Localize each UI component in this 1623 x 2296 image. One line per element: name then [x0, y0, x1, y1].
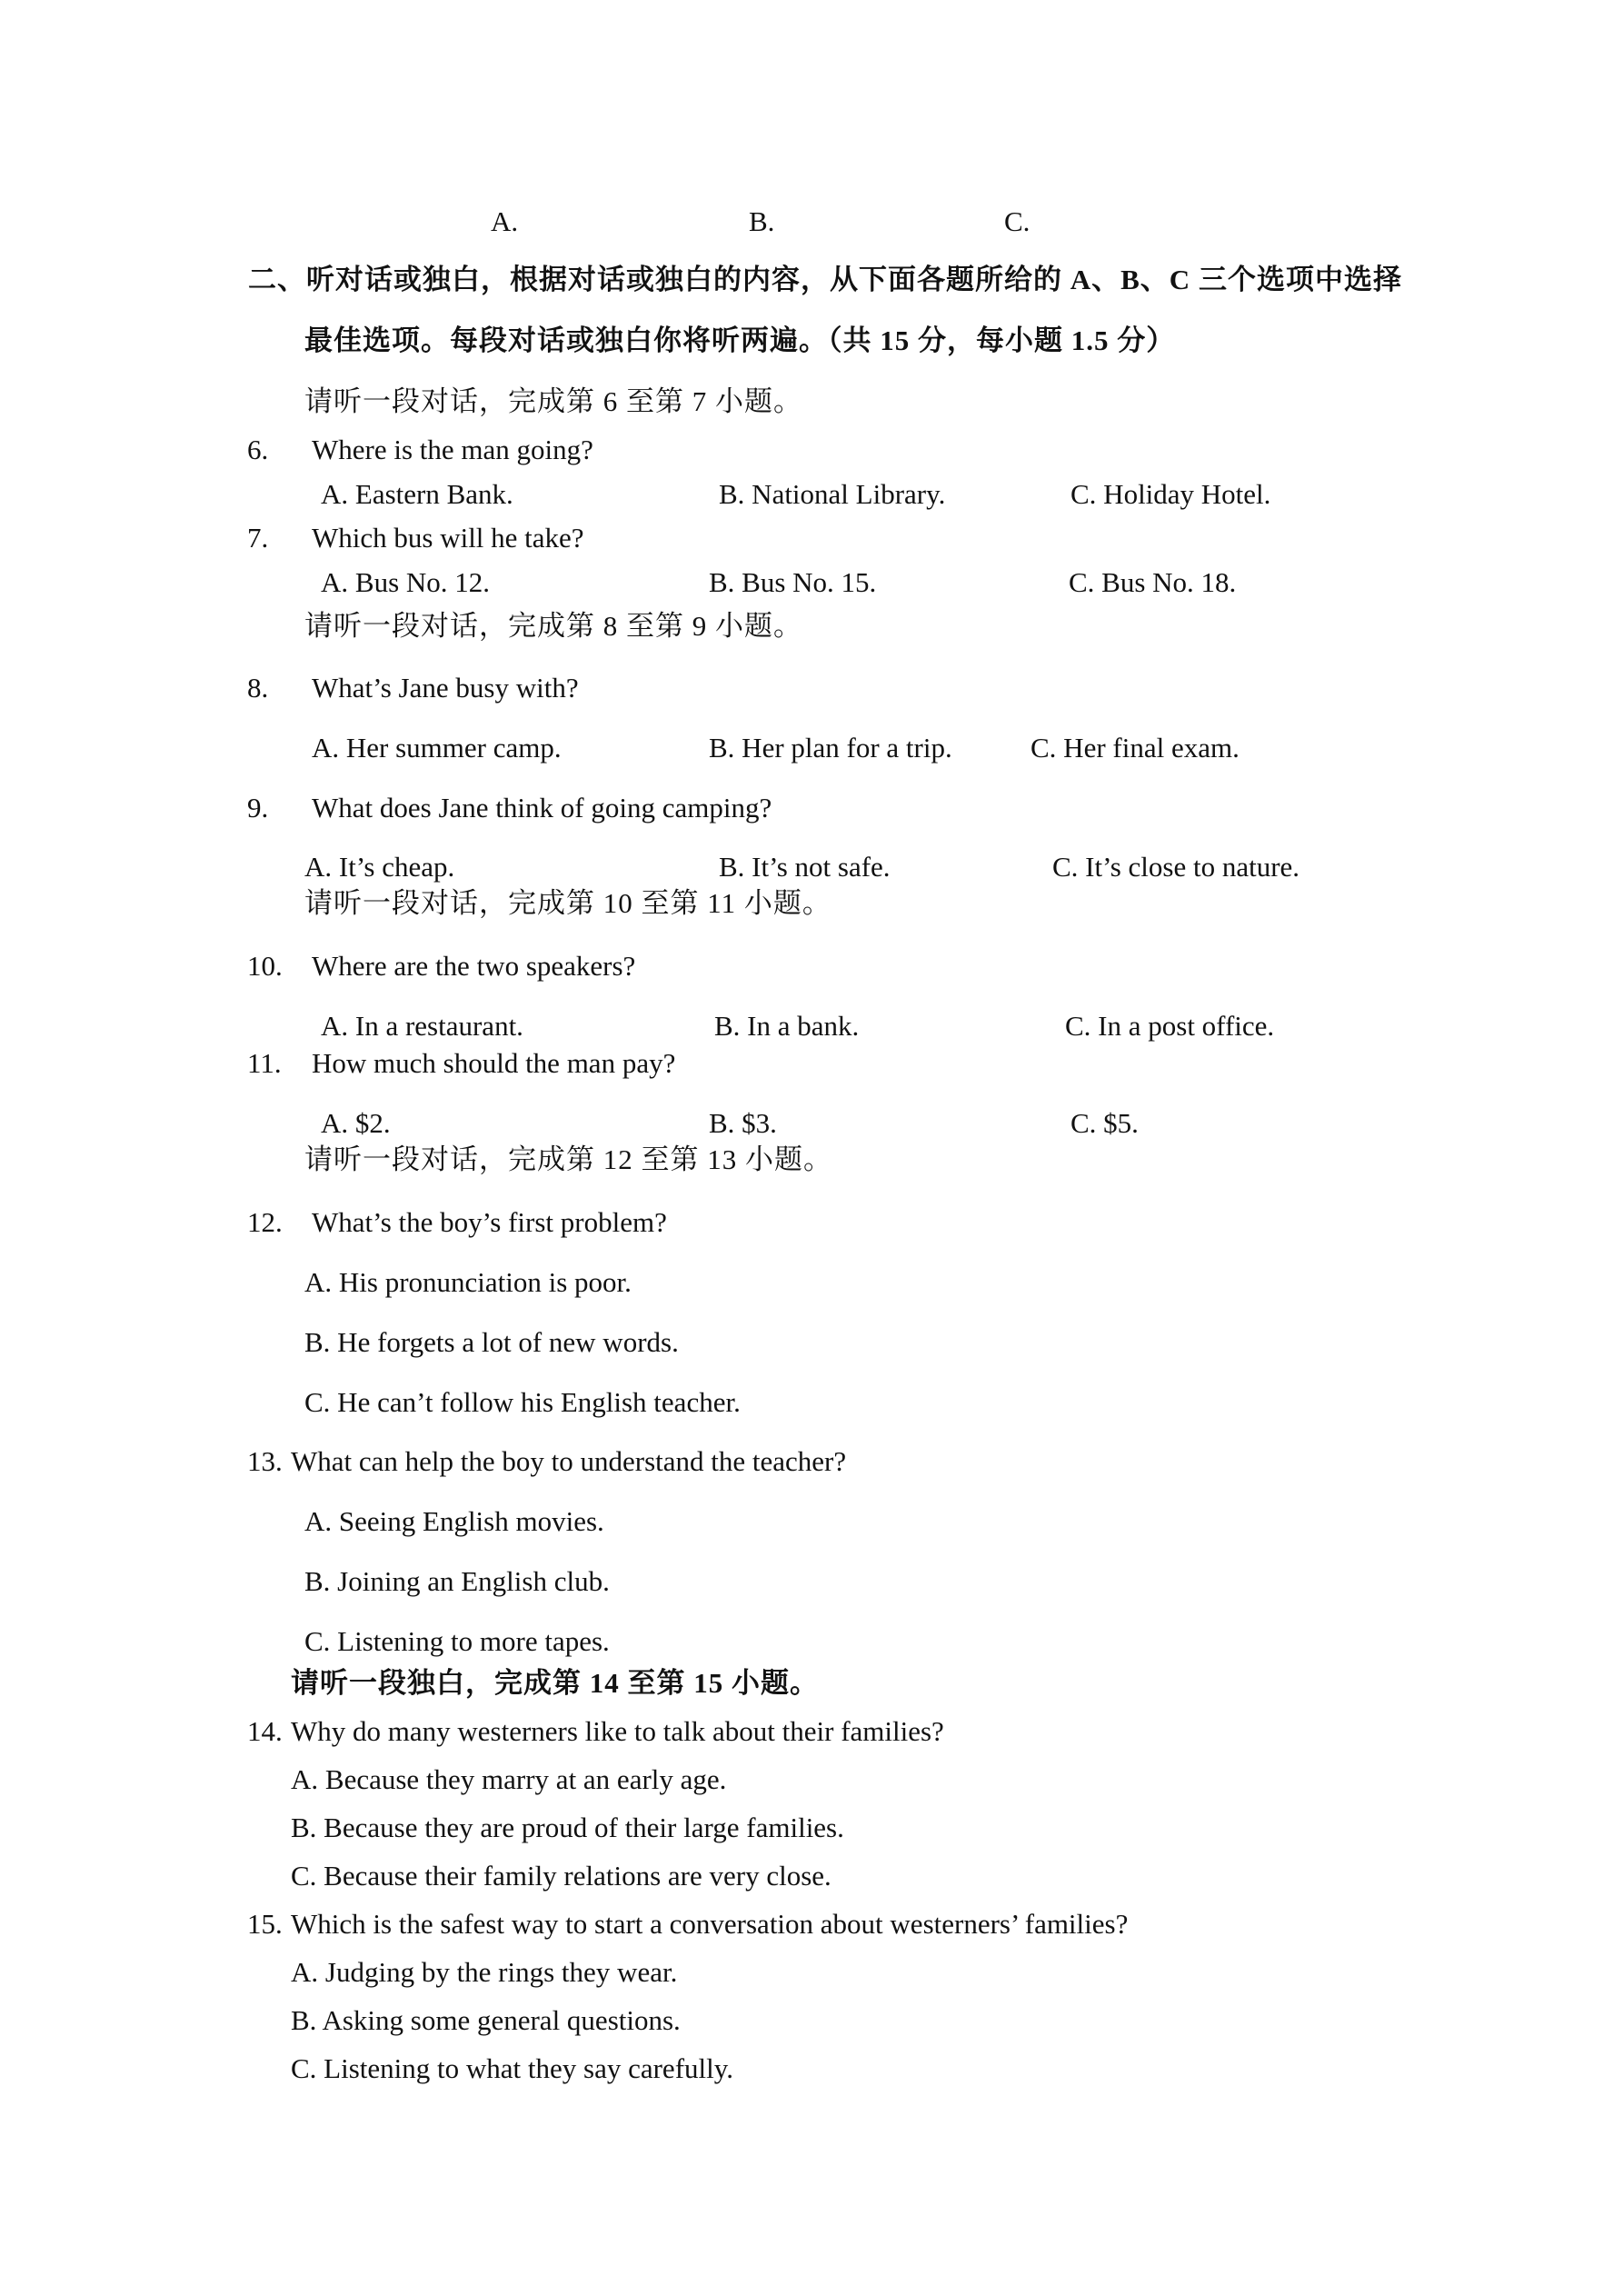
- question-text: What does Jane think of going camping?: [312, 792, 772, 824]
- option-c: C. It’s close to nature.: [1052, 851, 1300, 883]
- option-b: B. He forgets a lot of new words.: [304, 1326, 679, 1358]
- option-a: A. Judging by the rings they wear.: [291, 1956, 678, 1988]
- top-option-b: B.: [749, 205, 775, 237]
- question-number: 11.: [247, 1047, 282, 1079]
- section-heading-line1: 二、听对话或独白，根据对话或独白的内容，从下面各题所给的 A、B、C 三个选项中选择: [248, 264, 1402, 295]
- option-b: B. Bus No. 15.: [709, 566, 877, 598]
- top-option-a: A.: [491, 205, 519, 237]
- option-b: B. National Library.: [719, 478, 946, 510]
- option-a: A. It’s cheap.: [304, 851, 455, 883]
- option-c: C. In a post office.: [1065, 1010, 1275, 1042]
- question-text: Where are the two speakers?: [312, 950, 636, 982]
- option-a: A. Bus No. 12.: [321, 566, 491, 598]
- question-text: What’s the boy’s first problem?: [312, 1206, 667, 1238]
- option-a: A. Eastern Bank.: [321, 478, 513, 510]
- question-text: How much should the man pay?: [312, 1047, 676, 1079]
- question-number: 8.: [247, 672, 269, 704]
- question-text: What’s Jane busy with?: [312, 672, 579, 704]
- question-number: 7.: [247, 522, 269, 554]
- option-a: A. Because they marry at an early age.: [291, 1763, 727, 1795]
- question-number: 6.: [247, 434, 269, 465]
- instruction-10-11: 请听一段对话，完成第 10 至第 11 小题。: [304, 887, 831, 919]
- question-text: Where is the man going?: [312, 434, 593, 465]
- option-b: B. It’s not safe.: [719, 851, 891, 883]
- instruction-14-15: 请听一段独白，完成第 14 至第 15 小题。: [291, 1667, 819, 1699]
- option-a: A. In a restaurant.: [321, 1010, 523, 1042]
- question-text: Which is the safest way to start a conversation about westerners’ families?: [291, 1908, 1129, 1940]
- question-number: 9.: [247, 792, 269, 824]
- question-number: 14.: [247, 1715, 283, 1747]
- option-a: A. Her summer camp.: [312, 732, 562, 764]
- option-c: C. Holiday Hotel.: [1070, 478, 1271, 510]
- option-c: C. Listening to what they say carefully.: [291, 2052, 733, 2084]
- option-a: A. His pronunciation is poor.: [304, 1266, 632, 1298]
- option-b: B. Because they are proud of their large families.: [291, 1812, 844, 1843]
- question-text: Which bus will he take?: [312, 522, 584, 554]
- option-b: B. In a bank.: [714, 1010, 860, 1042]
- option-c: C. He can’t follow his English teacher.: [304, 1386, 741, 1418]
- question-text: Why do many westerners like to talk about their families?: [291, 1715, 944, 1747]
- option-b: B. Her plan for a trip.: [709, 732, 952, 764]
- instruction-12-13: 请听一段对话，完成第 12 至第 13 小题。: [304, 1143, 832, 1175]
- question-text: What can help the boy to understand the teacher?: [291, 1445, 847, 1477]
- option-a: A. $2.: [321, 1107, 391, 1139]
- instruction-8-9: 请听一段对话，完成第 8 至第 9 小题。: [304, 610, 802, 642]
- instruction-6-7: 请听一段对话，完成第 6 至第 7 小题。: [304, 385, 802, 417]
- option-c: C. $5.: [1070, 1107, 1139, 1139]
- question-number: 12.: [247, 1206, 283, 1238]
- question-number: 15.: [247, 1908, 283, 1940]
- option-c: C. Because their family relations are very close.: [291, 1860, 831, 1892]
- question-number: 10.: [247, 950, 283, 982]
- option-b: B. $3.: [709, 1107, 777, 1139]
- option-b: B. Joining an English club.: [304, 1565, 610, 1597]
- section-heading-line2: 最佳选项。每段对话或独白你将听两遍。（共 15 分，每小题 1.5 分）: [304, 324, 1176, 356]
- option-c: C. Bus No. 18.: [1069, 566, 1237, 598]
- option-b: B. Asking some general questions.: [291, 2004, 681, 2036]
- top-option-c: C.: [1004, 205, 1031, 237]
- option-c: C. Listening to more tapes.: [304, 1625, 610, 1657]
- option-a: A. Seeing English movies.: [304, 1505, 604, 1537]
- question-number: 13.: [247, 1445, 283, 1477]
- option-c: C. Her final exam.: [1031, 732, 1240, 764]
